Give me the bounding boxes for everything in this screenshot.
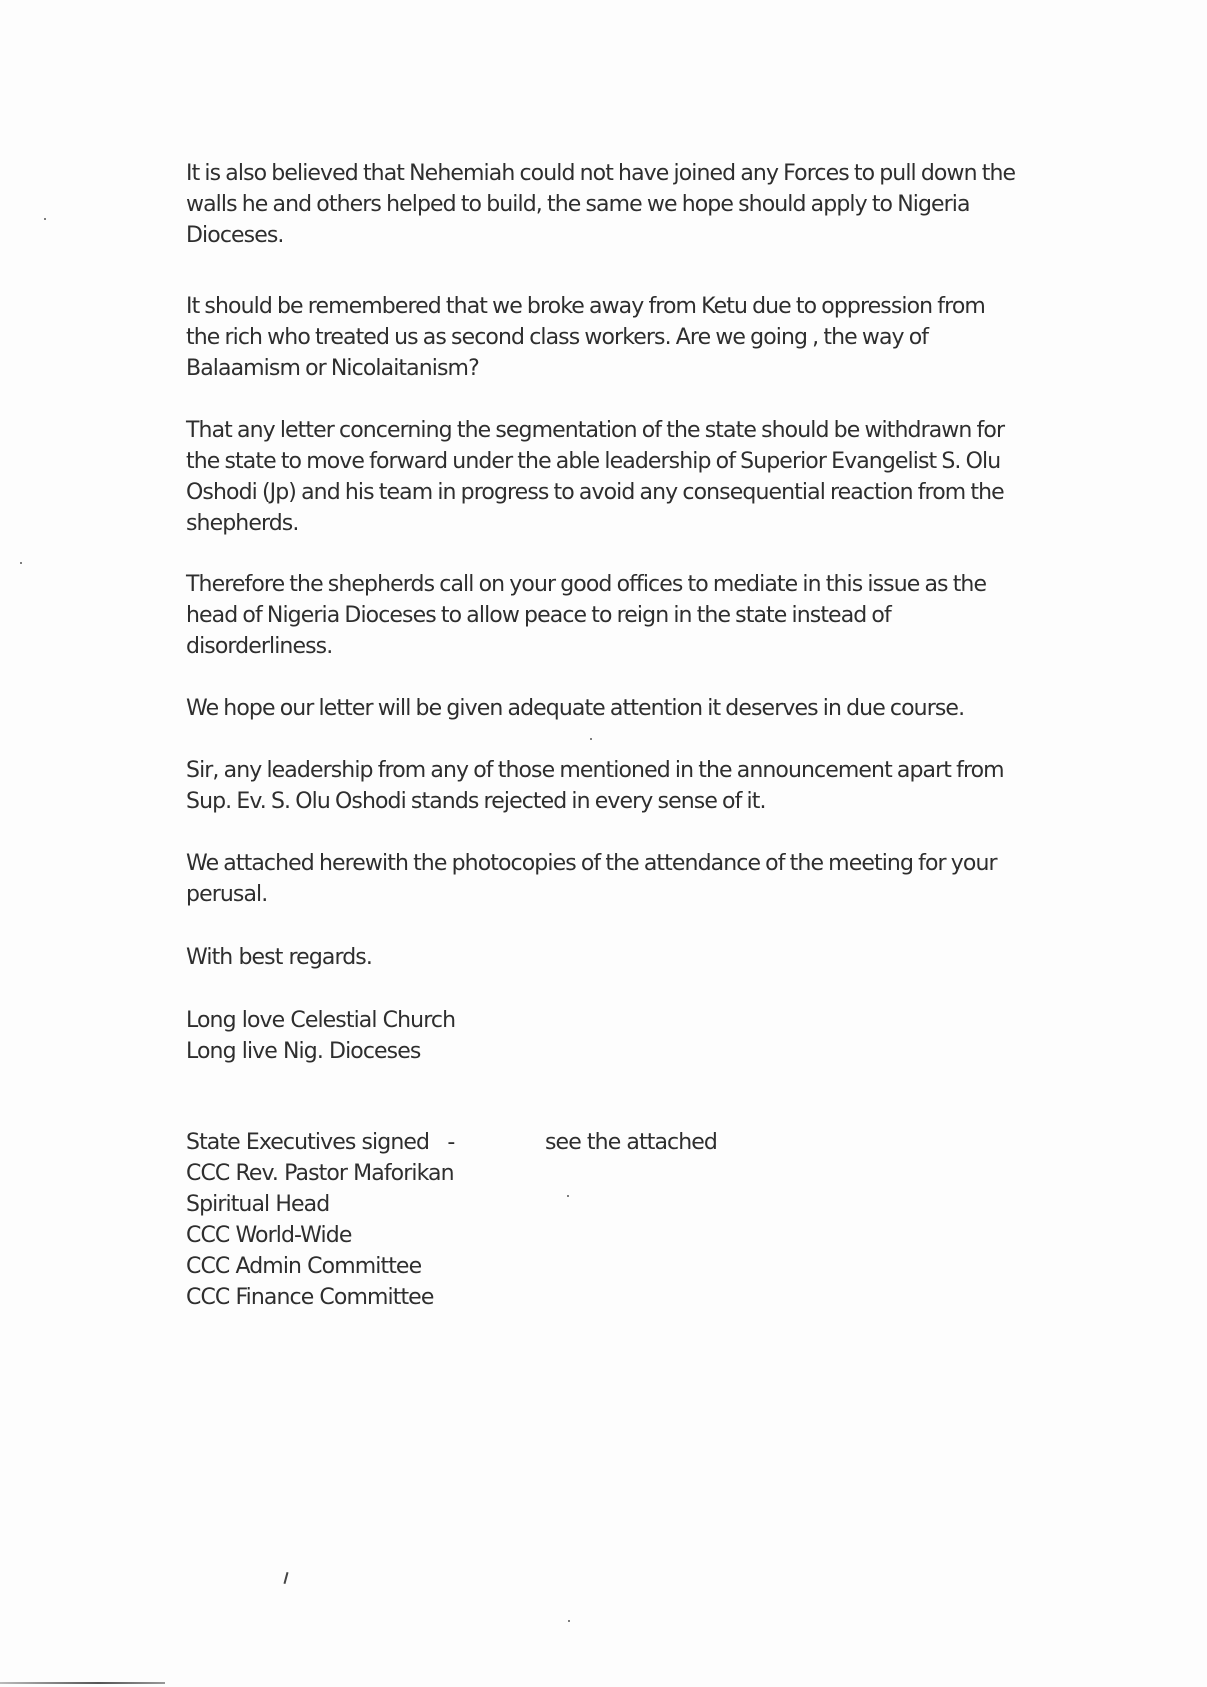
paragraph-mediate <box>186 569 1092 662</box>
paragraph-line: the rich who treated us as second class workers. Are we going , the way of <box>186 325 929 350</box>
paragraph-line: shepherds. <box>186 511 299 536</box>
paragraph-line: It is also believed that Nehemiah could not have joined any Forces to pull down the <box>186 161 1016 186</box>
closing-regards <box>186 942 372 973</box>
paragraph-attention <box>186 693 1092 724</box>
cc-item: Spiritual Head <box>186 1192 330 1217</box>
paragraph-line: Balaamism or Nicolaitanism? <box>186 356 479 381</box>
paragraph-line: Sir, any leadership from any of those mentioned in the announcement apart from <box>186 758 1004 783</box>
paragraph-line: walls he and others helped to build, the same we hope should apply to Nigeria <box>186 192 970 217</box>
paragraph-line: Therefore the shepherds call on your good offices to mediate in this issue as the <box>186 572 987 597</box>
paragraph-line: perusal. <box>186 882 268 907</box>
paragraph-line: That any letter concerning the segmentation of the state should be withdrawn for <box>186 418 1005 443</box>
paragraph-attachments <box>186 848 1092 910</box>
see-attached-note: see the attached <box>545 1130 717 1155</box>
paragraph-line: Oshodi (Jp) and his team in progress to avoid any consequential reaction from the <box>186 480 1004 505</box>
scan-speck <box>568 1620 570 1622</box>
slogan-line: Long love Celestial Church <box>186 1008 456 1033</box>
closing-text: With best regards. <box>186 945 372 970</box>
state-executives-signed: State Executives signed - <box>186 1130 455 1155</box>
paragraph-line: disorderliness. <box>186 634 333 659</box>
paragraph-line: We attached herewith the photocopies of the attendance of the meeting for your <box>186 851 997 876</box>
paragraph-leadership <box>186 755 1092 817</box>
paragraph-line: the state to move forward under the able leadership of Superior Evangelist S. Olu <box>186 449 1001 474</box>
scan-edge-line <box>0 1682 165 1684</box>
cc-item: CCC Finance Committee <box>186 1285 434 1310</box>
scan-speck <box>567 1195 569 1197</box>
slogans-block <box>186 1005 455 1067</box>
pen-mark <box>283 1572 288 1584</box>
scan-speck <box>590 738 592 740</box>
cc-item: CCC Admin Committee <box>186 1254 422 1279</box>
slogan-line: Long live Nig. Dioceses <box>186 1039 421 1064</box>
paragraph-nehemiah <box>186 158 1092 251</box>
paragraph-line: We hope our letter will be given adequate attention it deserves in due course. <box>186 696 965 721</box>
paragraph-ketu <box>186 291 1092 384</box>
cc-item: CCC World-Wide <box>186 1223 352 1248</box>
signatories-block <box>186 1127 454 1313</box>
paragraph-segmentation <box>186 415 1092 539</box>
paragraph-line: Dioceses. <box>186 223 284 248</box>
paragraph-line: head of Nigeria Dioceses to allow peace to reign in the state instead of <box>186 603 891 628</box>
paragraph-line: Sup. Ev. S. Olu Oshodi stands rejected in every sense of it. <box>186 789 766 814</box>
scan-speck <box>44 218 46 220</box>
scan-speck <box>20 562 22 564</box>
cc-item: CCC Rev. Pastor Maforikan <box>186 1161 454 1186</box>
paragraph-line: It should be remembered that we broke away from Ketu due to oppression from <box>186 294 985 319</box>
